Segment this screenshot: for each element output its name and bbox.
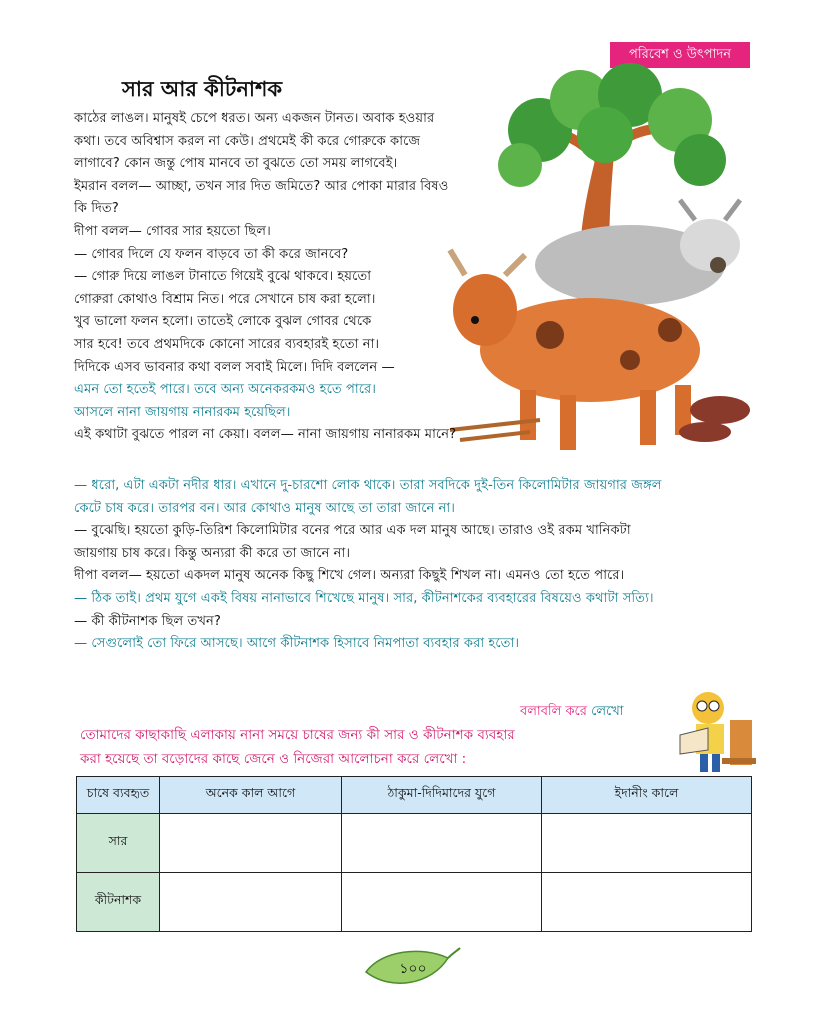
writing-cell[interactable] <box>542 873 752 932</box>
activity-prompt-line-2: করা হয়েছে তা বড়োদের কাছে জেনে ও নিজেরা আলোচনা করে লেখো : <box>80 751 467 767</box>
page-title: সার আর কীটনাশক <box>122 77 283 101</box>
row-label-fertilizer: সার <box>77 814 160 873</box>
activity-label <box>520 702 624 723</box>
activity-prompt-line-1: তোমাদের কাছাকাছি এলাকায় নানা সময়ে চাষের জন্য কী সার ও কীটনাশক ব্যবহার <box>80 727 515 743</box>
writing-cell[interactable] <box>342 814 542 873</box>
text-line: ইমরান বলল— আচ্ছা, তখন সার দিত জমিতে? আর পোকা মারার বিষও <box>74 178 449 194</box>
text-line: সার হবে! তবে প্রথমদিকে কোনো সারের ব্যবহারই হতো না। <box>74 337 380 352</box>
table-header-cell: ঠাকুমা-দিদিমাদের যুগে <box>342 777 542 814</box>
text-line: এমন তো হতেই পারে। তবে অন্য অনেকরকমও হতে পারে। <box>74 382 377 398</box>
activity-label-b: লেখো <box>591 704 624 719</box>
text-line: গোরুরা কোথাও বিশ্রাম নিত। পরে সেখানে চাষ করা হলো। <box>74 291 376 307</box>
table-header-cell: চাষে ব্যবহৃত <box>77 777 160 814</box>
writing-cell[interactable] <box>160 873 342 932</box>
text-line: — কী কীটনাশক ছিল তখন? <box>74 613 221 629</box>
text-line: — সেগুলোই তো ফিরে আসছে। আগে কীটনাশক হিসাবে নিমপাতা ব্যবহার করা হতো। <box>74 636 520 652</box>
writing-cell[interactable] <box>342 873 542 932</box>
table-header-cell: অনেক কাল আগে <box>160 777 342 814</box>
text-line: — ধরো, এটা একটা নদীর ধার। এখানে দু-চারশো লোক থাকে। তারা সবদিকে দুই-তিন কিলোমিটার জায়গার জঙ্গল <box>74 478 662 493</box>
page-number: ১০০ <box>399 961 427 977</box>
activity-label-a: বলাবলি করে <box>520 704 587 719</box>
table-header-row <box>77 777 752 814</box>
text-line: লাগাবে? কোন জন্তু পোষ মানবে তা বুঝতে তো সময় লাগবেই। <box>74 156 398 172</box>
text-line: কেটে চাষ করে। তারপর বন। আর কোথাও মানুষ আছে তা তারা জানে না। <box>74 500 455 516</box>
text-line: কাঠের লাঙল। মানুষই চেপে ধরত। অন্য একজন টানত। অবাক হওয়ার <box>74 111 435 126</box>
table-header-cell: ইদানীং কালে <box>542 777 752 814</box>
writing-cell[interactable] <box>160 814 342 873</box>
text-line: আসলে নানা জায়গায় নানারকম হয়েছিল। <box>74 404 291 420</box>
text-line: — গোরু দিয়ে লাঙল টানাতে গিয়েই বুঝে থাকবে। হয়তো <box>74 269 372 285</box>
table-row <box>77 814 752 873</box>
writing-cell[interactable] <box>542 814 752 873</box>
text-line: দীপা বলল— গোবর সার হয়তো ছিল। <box>74 224 271 239</box>
text-line: দিদিকে এসব ভাবনার কথা বলল সবাই মিলে। দিদি বললেন — <box>74 359 395 375</box>
tree-and-cows-illustration <box>430 60 760 460</box>
text-line: — গোবর দিলে যে ফলন বাড়বে তা কী করে জানবে? <box>74 246 349 262</box>
text-line: জায়গায় চাষ করে। কিন্তু অন্যরা কী করে তা জানে না। <box>74 545 351 561</box>
text-line: কথা। তবে অবিশ্বাস করল না কেউ। প্রথমেই কী করে গোরুকে কাজে <box>74 133 421 149</box>
text-line: — বুঝেছি। হয়তো কুড়ি-তিরিশ কিলোমিটার বনের পরে আর এক দল মানুষ আছে। তারাও ওই রকম খানিকটা <box>74 523 631 539</box>
row-label-pesticide: কীটনাশক <box>77 873 160 932</box>
text-line: কি দিত? <box>74 201 119 217</box>
reading-cat-illustration <box>660 680 760 775</box>
text-line: খুব ভালো ফলন হলো। তাতেই লোকে বুঝল গোবর থেকে <box>74 314 372 330</box>
table-row <box>77 873 752 932</box>
chapter-badge: পরিবেশ ও উৎপাদন <box>610 42 750 68</box>
activity-table <box>76 776 752 932</box>
text-line: — ঠিক তাই। প্রথম যুগে একই বিষয় নানাভাবে শিখেছে মানুষ। সার, কীটনাশকের ব্যবহারের বিষয়েও কথাটা সত্যি। <box>74 591 654 606</box>
text-line: দীপা বলল— হয়তো একদল মানুষ অনেক কিছু শিখে গেল। অন্যরা কিছুই শিখল না। এমনও তো হতে পারে। <box>74 568 625 584</box>
text-line: এই কথাটা বুঝতে পারল না কেয়া। বলল— নানা জায়গায় নানারকম মানে? <box>74 427 457 443</box>
